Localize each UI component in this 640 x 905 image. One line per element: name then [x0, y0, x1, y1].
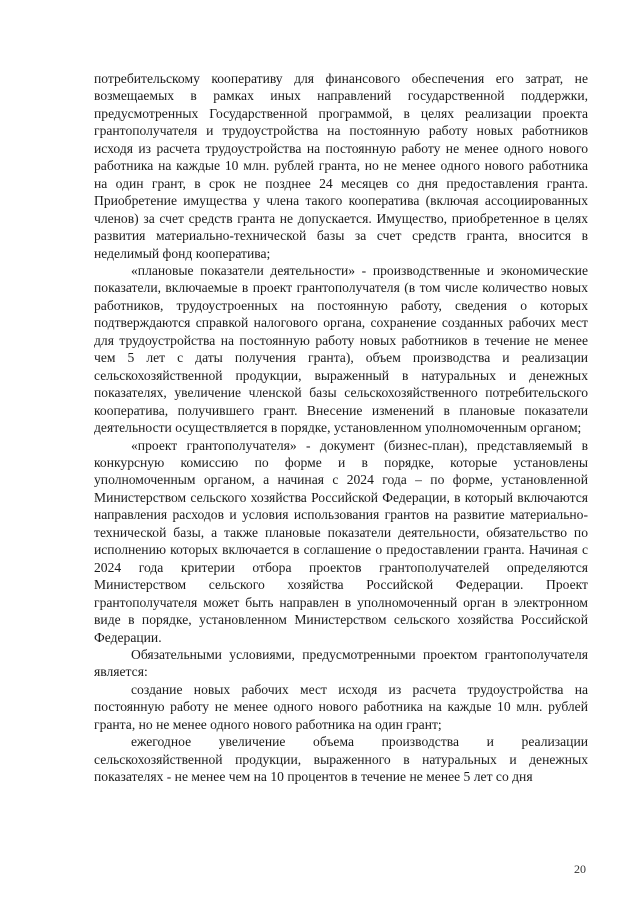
- paragraph-1: потребительскому кооперативу для финансового обеспечения его затрат, не возмещаемых в рамках иных направлений государственной поддержки, предусмотренных Государственной программой, в целях реализации проекта грантополучателя и трудоустройства на постоянную работу новых работников исходя из расчета трудоустройства на постоянную работу не менее одного нового работника на каждые 10 млн. рублей гранта, но не менее одного нового работника на один грант, в срок не позднее 24 месяцев со дня предоставления гранта. Приобретение имущества у члена такого кооператива (включая ассоциированных членов) за счет средств гранта не допускается. Имущество, приобретенное в целях развития материально-технической базы за счет средств гранта, вносится в неделимый фонд кооператива;: [94, 71, 588, 261]
- paragraph-4: Обязательными условиями, предусмотренными проектом грантополучателя является:: [94, 646, 588, 680]
- page-number: 20: [574, 862, 586, 876]
- paragraph-2: «плановые показатели деятельности» - производственные и экономические показатели, включаемые в проект грантополучателя (в том числе количество новых работников, трудоустроенных на постоянную работу, сведения о которых подтверждаются справкой налогового органа, сохранение созданных рабочих мест для трудоустройства на постоянную работу новых работников в течение не менее чем 5 лет с даты получения гранта), объем производства и реализации сельскохозяйственной продукции, выраженный в натуральных и денежных показателях, увеличение членской базы сельскохозяйственного потребительского кооператива, получившего грант. Внесение изменений в плановые показатели деятельности осуществляется в порядке, установленном уполномоченным органом;: [94, 262, 588, 436]
- paragraph-6: ежегодное увеличение объема производства и реализации сельскохозяйственной продукции, выраженного в натуральных и денежных показателях - не менее чем на 10 процентов в течение не менее 5 лет со дня: [94, 734, 588, 785]
- paragraph-3: «проект грантополучателя» - документ (бизнес-план), представляемый в конкурсную комиссию по форме и в порядке, которые установлены уполномоченным органом, а начиная с 2024 года – по форме, установленной Министерством сельского хозяйства Российской Федерации, в который включаются направления расходов и условия использования грантов на развитие материально-технической базы, а также плановые показатели деятельности, обязательство по исполнению которых включается в соглашение о предоставлении гранта. Начиная с 2024 года критерии отбора проектов грантополучателей определяются Министерством сельского хозяйства Российской Федерации. Проект грантополучателя может быть направлен в уполномоченный орган в электронном виде в порядке, установленном Министерством сельского хозяйства Российской Федерации.: [94, 437, 588, 645]
- paragraph-5: создание новых рабочих мест исходя из расчета трудоустройства на постоянную работу не менее одного нового работника на каждые 10 млн. рублей гранта, но не менее одного нового работника на один грант;: [94, 681, 588, 732]
- body-text: [94, 70, 588, 786]
